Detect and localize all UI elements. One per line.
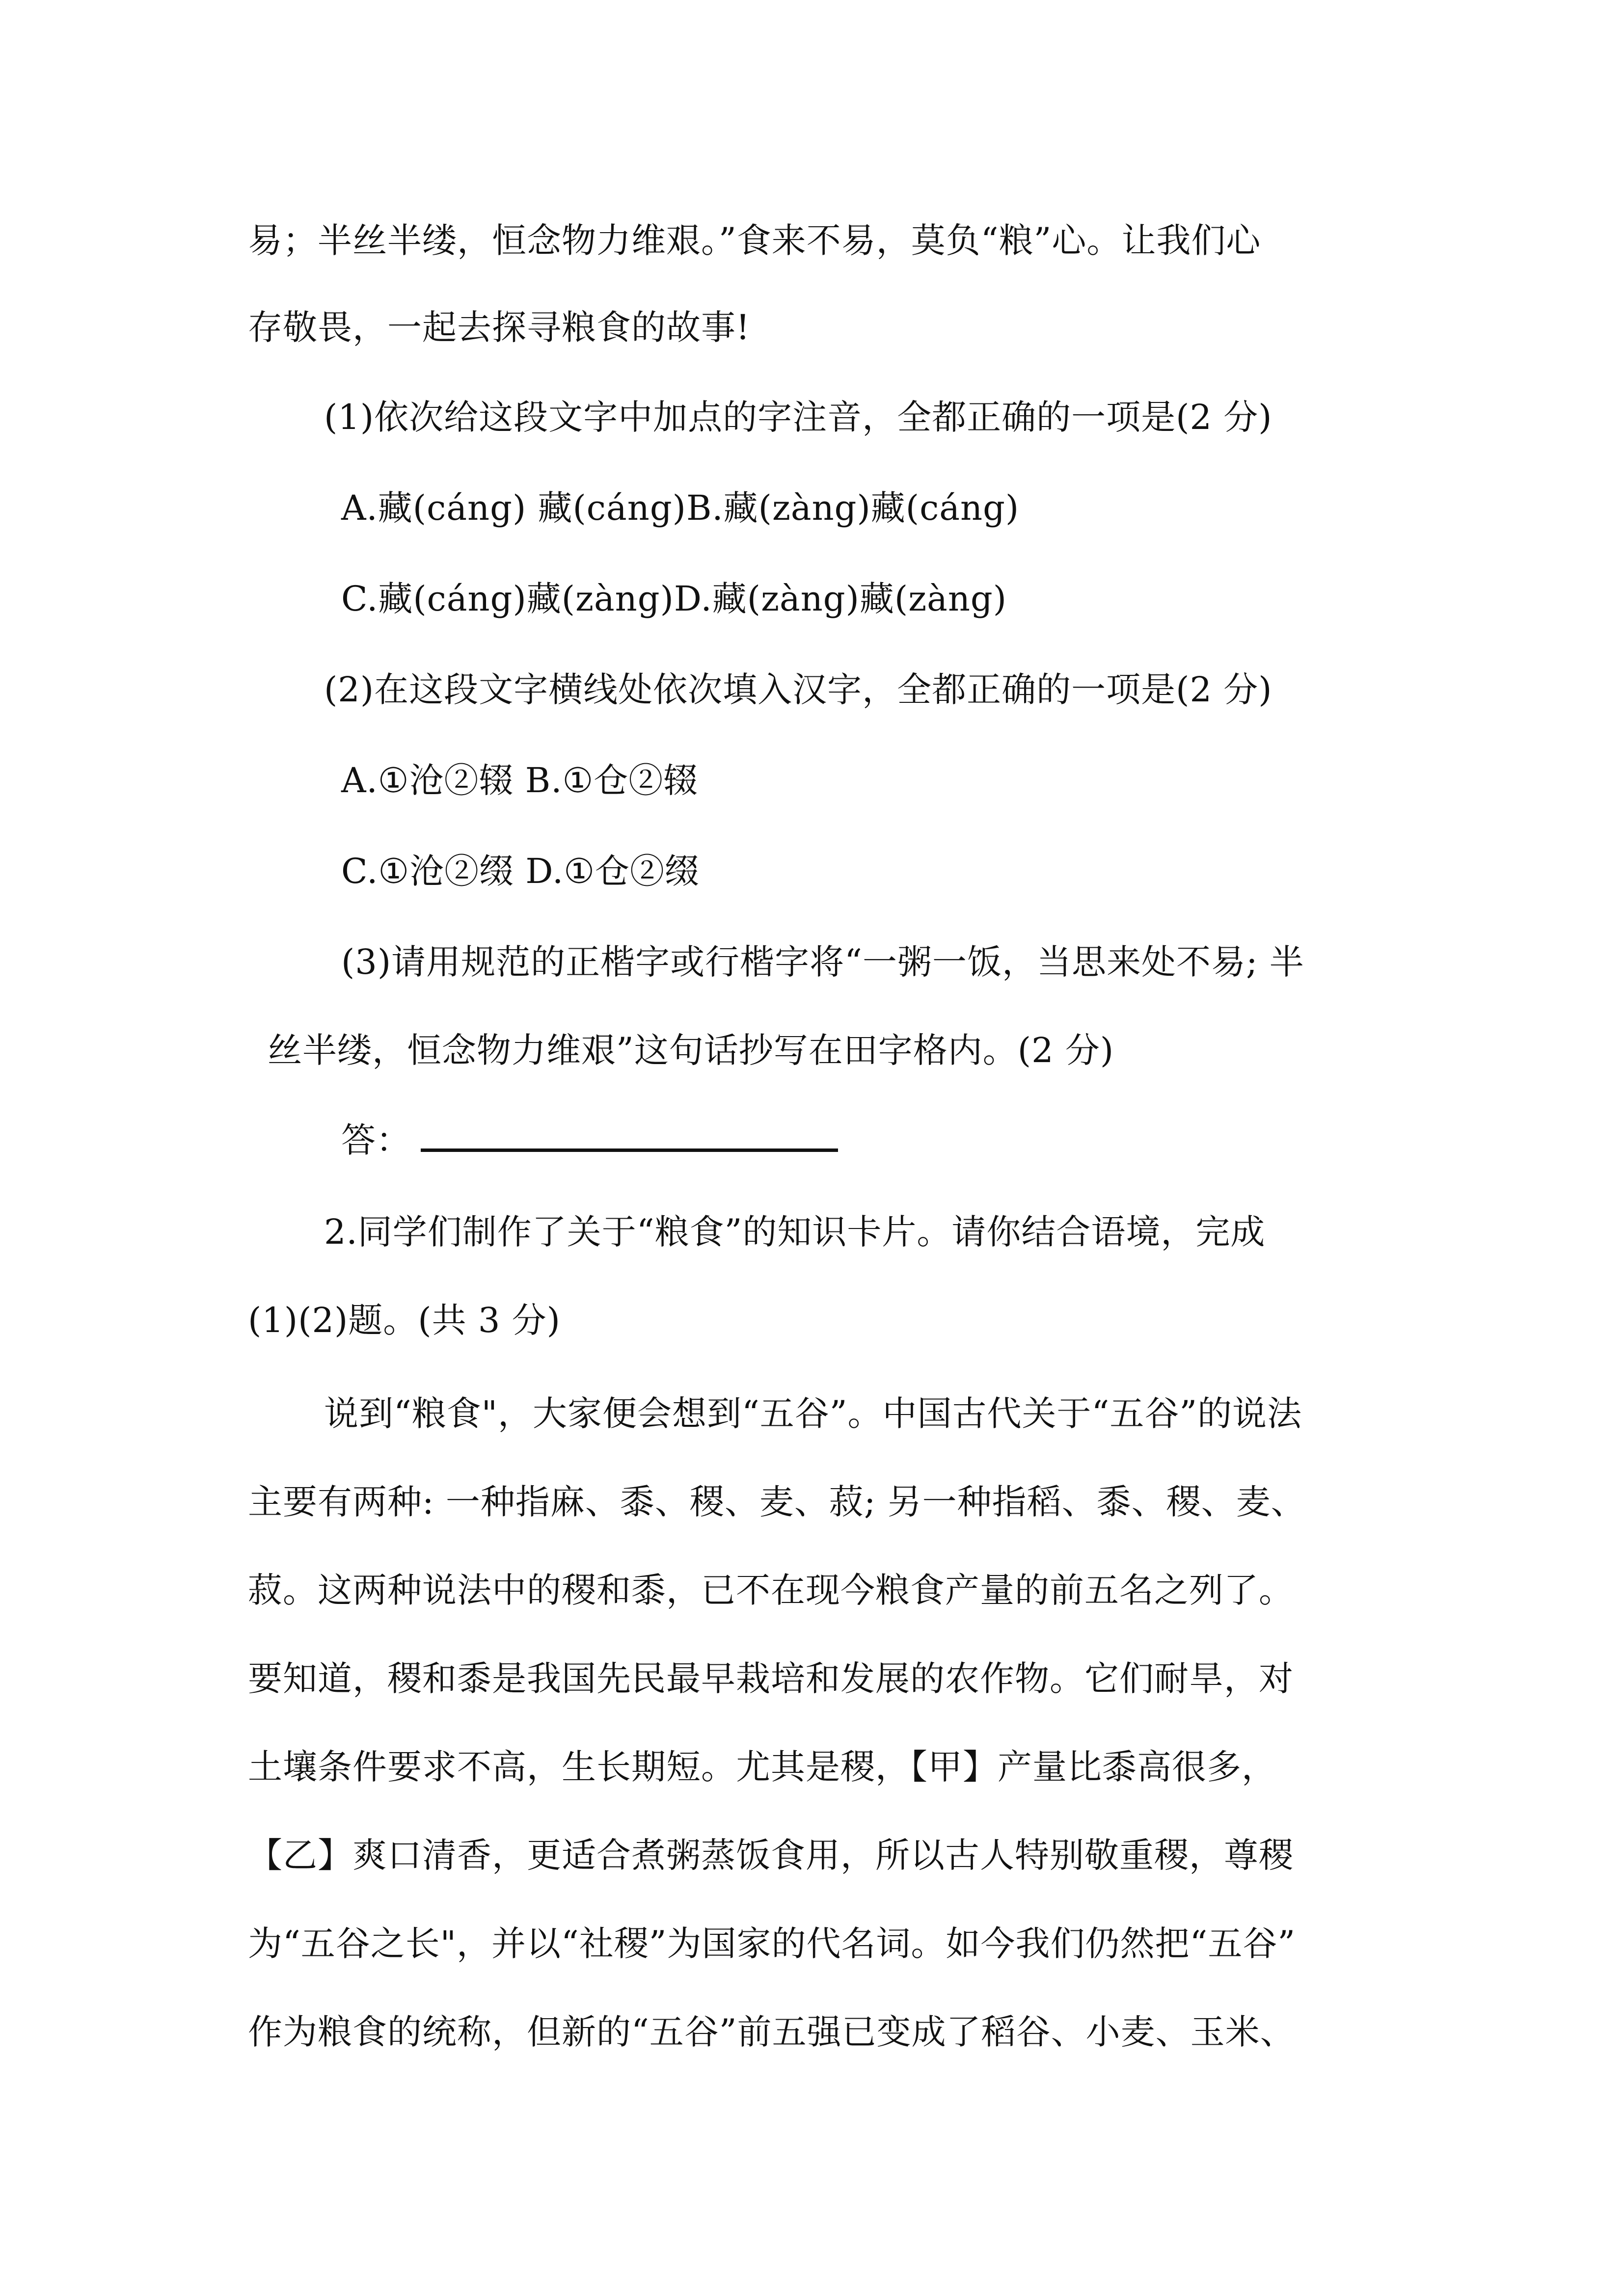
answer-row [341,1114,838,1165]
answer-blank-line[interactable] [421,1114,838,1152]
q1-sub1-options-cd: C.藏(cáng)藏(zàng)D.藏(zàng)藏(zàng) [341,579,1007,619]
q2-stem-line-1: 2.同学们制作了关于“粮食”的知识卡片。请你结合语境，完成 [324,1212,1266,1252]
q1-sub1-options-ab: A.藏(cáng) 藏(cáng)B.藏(zàng)藏(cáng) [341,488,1020,528]
q2-passage-line-7: 为“五谷之长"，并以“社稷”为国家的代名词。如今我们仍然把“五谷” [248,1923,1296,1964]
q1-sub2-options-cd: C.①沧②缀 D.①仓②缀 [341,851,700,891]
q2-passage-line-6: 【乙】爽口清香，更适合煮粥蒸饭食用，所以古人特别敬重稷，尊稷 [248,1835,1294,1875]
q2-stem-line-2: (1)(2)题。(共 3 分) [248,1300,561,1340]
q2-passage-line-4: 要知道，稷和黍是我国先民最早栽培和发展的农作物。它们耐旱，对 [248,1658,1294,1699]
passage-tail-line-1: 易；半丝半缕，恒念物力维艰。”食来不易，莫负“粮”心。让我们心 [248,220,1261,261]
q1-sub3-stem-line-1: (3)请用规范的正楷字或行楷字将“一粥一饭，当思来处不易; 半 [341,942,1304,982]
q1-sub3-stem-line-2: 丝半缕，恒念物力维艰”这句话抄写在田字格内。(2 分) [268,1030,1114,1070]
q2-passage-line-3: 菽。这两种说法中的稷和黍，已不在现今粮食产量的前五名之列了。 [248,1570,1294,1610]
q2-passage-line-2: 主要有两种: 一种指麻、黍、稷、麦、菽; 另一种指稻、黍、稷、麦、 [248,1482,1306,1522]
q2-passage-line-5: 土壤条件要求不高，生长期短。尤其是稷，【甲】产量比黍高很多， [248,1747,1276,1787]
answer-label: 答： [341,1120,411,1160]
q2-passage-line-8: 作为粮食的统称，但新的“五谷”前五强已变成了稻谷、小麦、玉米、 [248,2012,1295,2052]
q2-passage-line-1: 说到“粮食"，大家便会想到“五谷”。中国古代关于“五谷”的说法 [324,1393,1302,1434]
q1-sub2-stem: (2)在这段文字横线处依次填入汉字，全都正确的一项是(2 分) [324,669,1272,710]
passage-tail-line-2: 存敬畏，一起去探寻粮食的故事! [248,307,751,347]
q1-sub2-options-ab: A.①沧②辍 B.①仓②辍 [341,760,699,801]
q1-sub1-stem: (1)依次给这段文字中加点的字注音，全都正确的一项是(2 分) [324,397,1272,437]
